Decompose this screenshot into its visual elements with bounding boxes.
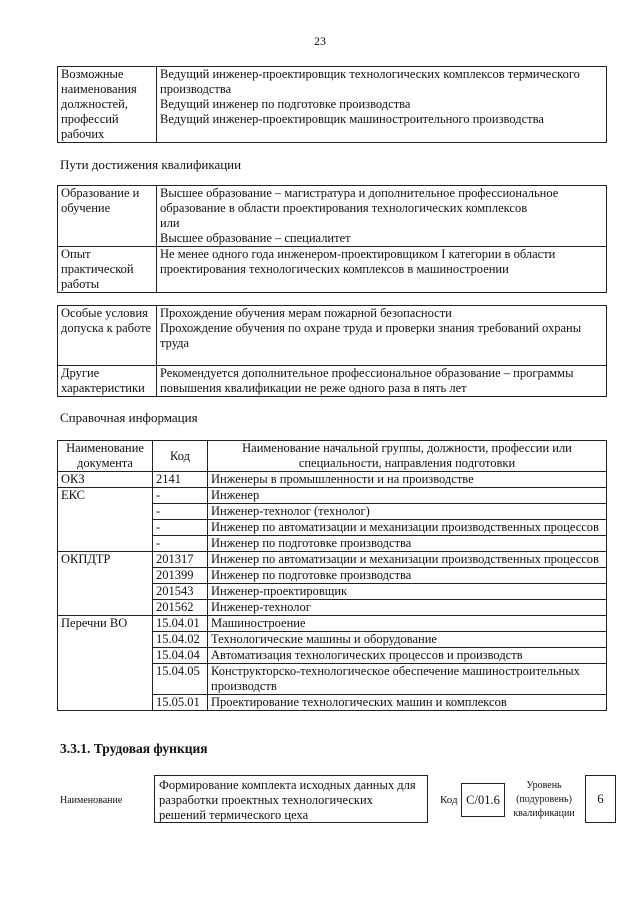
table-row <box>58 552 607 568</box>
conditions-table <box>57 305 607 397</box>
code-cell: - <box>153 504 208 520</box>
list-item: Ведущий инженер-проектировщик машиностроительного производства <box>160 112 544 126</box>
list-item: Ведущий инженер-проектировщик технологических комплексов термического производства <box>160 67 580 96</box>
paths-heading: Пути достижения квалификации <box>60 157 242 172</box>
experience-values <box>157 247 607 293</box>
column-header-code: Код <box>153 441 208 472</box>
education-label: Образование и обучение <box>58 186 157 247</box>
other-characteristics-values <box>157 366 607 397</box>
list-item: Ведущий инженер по подготовке производства <box>160 97 411 111</box>
name-cell: Проектирование технологических машин и комплексов <box>208 695 607 711</box>
positions-values <box>157 67 607 143</box>
experience-label: Опыт практической работы <box>58 247 157 293</box>
list-item: Не менее одного года инженером-проектировщиком I категории в области проектирования технологических комплексов в машиностроении <box>160 247 556 276</box>
special-conditions-label: Особые условия допуска к работе <box>58 306 157 366</box>
function-code-box: C/01.6 <box>461 783 505 817</box>
code-cell: - <box>153 520 208 536</box>
table-row <box>58 616 607 632</box>
code-cell: 15.04.02 <box>153 632 208 648</box>
table-row <box>58 67 607 143</box>
name-cell: Конструкторско-технологическое обеспечение машиностроительных производств <box>208 664 607 695</box>
code-cell: 201399 <box>153 568 208 584</box>
table-row <box>58 306 607 366</box>
name-cell: Машиностроение <box>208 616 607 632</box>
name-cell: Инженер-проектировщик <box>208 584 607 600</box>
labor-function-heading: 3.3.1. Трудовая функция <box>60 741 208 756</box>
list-item: или <box>160 216 180 230</box>
name-cell: Инженер <box>208 488 607 504</box>
table-header-row <box>58 441 607 472</box>
code-cell: 201543 <box>153 584 208 600</box>
code-cell: 15.05.01 <box>153 695 208 711</box>
table-row <box>58 472 607 488</box>
code-cell: 2141 <box>153 472 208 488</box>
name-cell: Инженер-технолог (технолог) <box>208 504 607 520</box>
name-label: Наименование <box>60 795 123 806</box>
list-item: Высшее образование – магистратура и дополнительное профессиональное образование в области проектирования технологических комплексов <box>160 186 559 215</box>
table-row <box>58 366 607 397</box>
level-label: Уровень (подуровень) квалификации <box>513 780 575 819</box>
name-cell: Инженер-технолог <box>208 600 607 616</box>
code-cell: 15.04.04 <box>153 648 208 664</box>
table-row <box>58 186 607 247</box>
name-cell: Автоматизация технологических процессов и производств <box>208 648 607 664</box>
reference-table <box>57 440 607 711</box>
code-cell: 201317 <box>153 552 208 568</box>
list-item: Прохождение обучения по охране труда и проверки знания требований охраны труда <box>160 321 582 350</box>
code-cell: 15.04.05 <box>153 664 208 695</box>
list-item: Высшее образование – специалитет <box>160 231 351 245</box>
name-cell: Инженер по подготовке производства <box>208 536 607 552</box>
labor-function-row <box>57 775 617 827</box>
education-values <box>157 186 607 247</box>
table-row <box>58 247 607 293</box>
list-item: Рекомендуется дополнительное профессиональное образование – программы повышения квалификации не реже одного раза в пять лет <box>160 366 574 395</box>
function-name-box: Формирование комплекта исходных данных для разработки проектных технологических решений термического цеха <box>154 775 428 823</box>
code-cell: 201562 <box>153 600 208 616</box>
other-characteristics-label: Другие характеристики <box>58 366 157 397</box>
name-cell: Инженер по автоматизации и механизации производственных процессов <box>208 520 607 536</box>
page-number: 23 <box>314 34 326 48</box>
name-cell: Инженер по автоматизации и механизации производственных процессов <box>208 552 607 568</box>
doc-cell: ОКПДТР <box>58 552 153 616</box>
name-cell: Инженеры в промышленности и на производстве <box>208 472 607 488</box>
positions-table <box>57 66 607 143</box>
positions-label: Возможные наименования должностей, профессий рабочих <box>58 67 157 143</box>
name-cell: Технологические машины и оборудование <box>208 632 607 648</box>
code-label: Код <box>440 794 458 806</box>
code-cell: 15.04.01 <box>153 616 208 632</box>
column-header-name: Наименование начальной группы, должности, профессии или специальности, направления подготовки <box>208 441 607 472</box>
doc-cell: Перечни ВО <box>58 616 153 711</box>
code-cell: - <box>153 488 208 504</box>
doc-cell: ОКЗ <box>58 472 153 488</box>
column-header-document: Наименование документа <box>58 441 153 472</box>
table-row <box>58 488 607 504</box>
list-item: Прохождение обучения мерам пожарной безопасности <box>160 306 452 320</box>
doc-cell: ЕКС <box>58 488 153 552</box>
special-conditions-values <box>157 306 607 366</box>
paths-table <box>57 185 607 293</box>
code-cell: - <box>153 536 208 552</box>
reference-heading: Справочная информация <box>60 410 198 425</box>
name-cell: Инженер по подготовке производства <box>208 568 607 584</box>
level-value-box: 6 <box>585 775 616 823</box>
